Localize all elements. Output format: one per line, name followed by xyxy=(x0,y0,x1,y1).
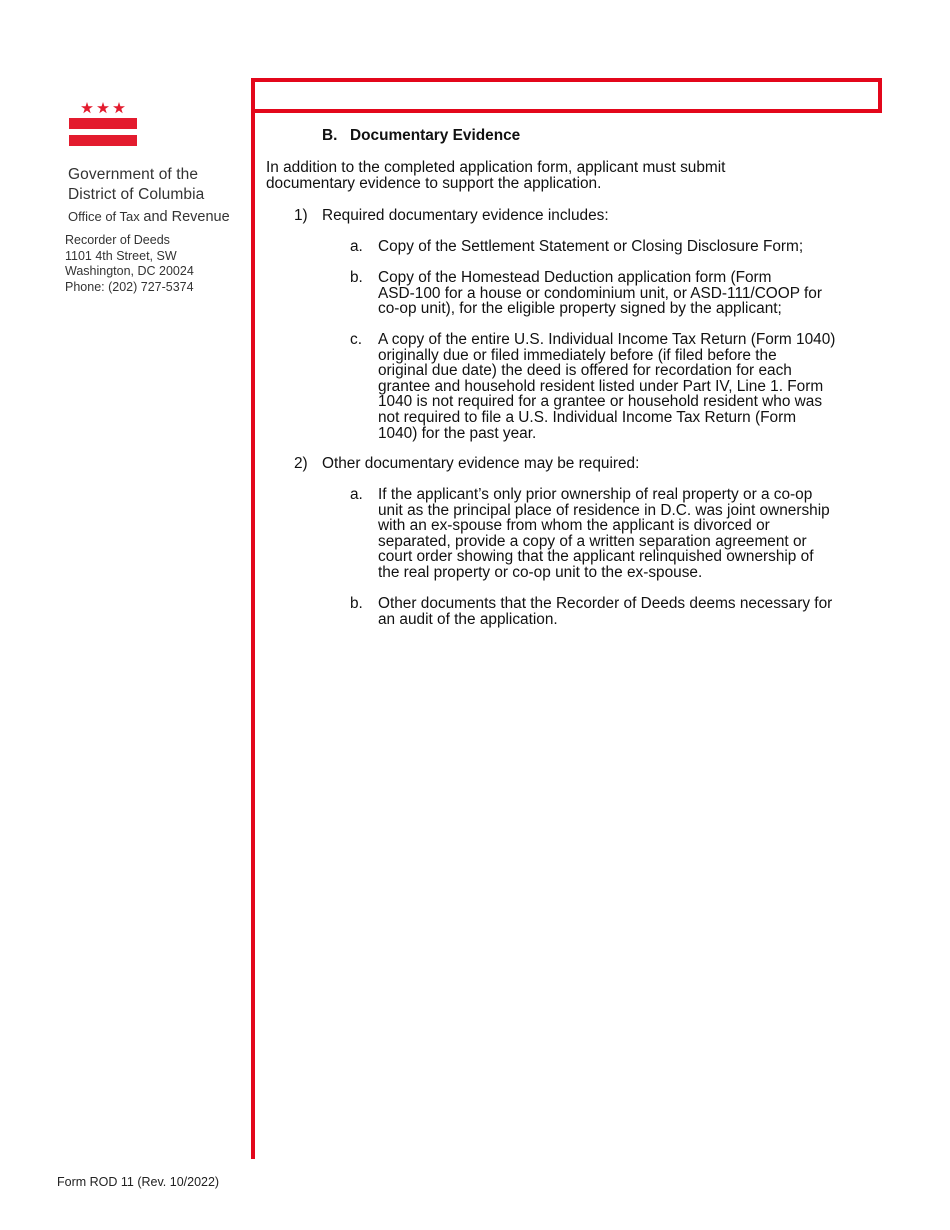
section-title: Documentary Evidence xyxy=(350,127,521,144)
office-address xyxy=(65,233,194,295)
sub-line: not required to file a U.S. Individual Income Tax Return (Form xyxy=(378,408,797,426)
flag-bar-top xyxy=(69,118,137,129)
sub-line: with an ex-spouse from whom the applicant is divorced or xyxy=(378,517,770,535)
sub-letter: a. xyxy=(350,238,363,255)
sub-line: co-op unit), for the eligible property signed by the applicant; xyxy=(378,300,782,318)
sub-letter: c. xyxy=(350,331,362,348)
office-prefix: Office of Tax xyxy=(68,209,140,224)
gov-line2: District of Columbia xyxy=(68,186,205,203)
sub-line: Copy of the Settlement Statement or Closing Disclosure Form; xyxy=(378,238,804,255)
sub-line: 1040 is not required for a grantee or household resident who was xyxy=(378,393,823,411)
star-icon xyxy=(81,102,93,114)
sub-line: an audit of the application. xyxy=(378,610,558,628)
item-text: Other documentary evidence may be required: xyxy=(322,455,640,472)
office-suffix: and Revenue xyxy=(143,209,230,225)
address-phone xyxy=(65,280,194,296)
item-number: 2) xyxy=(294,455,308,472)
sub-letter: a. xyxy=(350,486,363,503)
sub-line: A copy of the entire U.S. Individual Income Tax Return (Form 1040) xyxy=(378,331,836,348)
item-text: Required documentary evidence includes: xyxy=(322,207,609,224)
dc-flag-logo xyxy=(69,102,137,148)
sub-letter: b. xyxy=(350,595,363,612)
address-line1: Recorder of Deeds xyxy=(65,233,170,247)
sub-line: ASD-100 for a house or condominium unit, or ASD-111/COOP for xyxy=(378,284,822,302)
sub-line: court order showing that the applicant relinquished ownership of xyxy=(378,548,814,566)
office-name xyxy=(68,208,230,226)
address-line3: Washington, DC 20024 xyxy=(65,264,194,278)
star-icon xyxy=(97,102,109,114)
sub-line: 1040) for the past year. xyxy=(378,424,537,442)
sub-line: If the applicant’s only prior ownership of real property or a co-op xyxy=(378,486,813,503)
intro-line: In addition to the completed application form, applicant must submit xyxy=(266,159,726,176)
sub-line: grantee and household resident listed under Part IV, Line 1. Form xyxy=(378,377,824,395)
government-name xyxy=(68,165,204,205)
gov-line1: Government of the xyxy=(68,166,199,183)
left-rule xyxy=(251,78,255,1159)
form-footer: Form ROD 11 (Rev. 10/2022) xyxy=(57,1175,220,1189)
sub-line: separated, provide a copy of a written separation agreement or xyxy=(378,532,807,550)
section-letter: B. xyxy=(322,127,338,144)
phone-number: (202) 727-5374 xyxy=(108,279,194,294)
flag-stars xyxy=(69,102,137,114)
flag-bar-bottom xyxy=(69,135,137,146)
address-line2: 1101 4th Street, SW xyxy=(65,248,177,263)
sub-line: originally due or filed immediately before (if filed before the xyxy=(378,346,777,364)
sub-line: original due date) the deed is offered for recordation for each xyxy=(378,362,792,380)
intro-line: documentary evidence to support the application. xyxy=(266,174,602,192)
item-number: 1) xyxy=(294,207,308,224)
sub-letter: b. xyxy=(350,269,363,286)
sub-line: Other documents that the Recorder of Deeds deems necessary for xyxy=(378,595,833,612)
sub-line: the real property or co-op unit to the ex-spouse. xyxy=(378,563,703,581)
section-heading xyxy=(322,128,520,144)
section-intro xyxy=(266,160,866,191)
phone-label: Phone: xyxy=(65,279,105,294)
header-frame xyxy=(251,78,882,113)
star-icon xyxy=(113,102,125,114)
sub-line: Copy of the Homestead Deduction application form (Form xyxy=(378,269,772,286)
sub-line: unit as the principal place of residence in D.C. was joint ownership xyxy=(378,501,830,519)
